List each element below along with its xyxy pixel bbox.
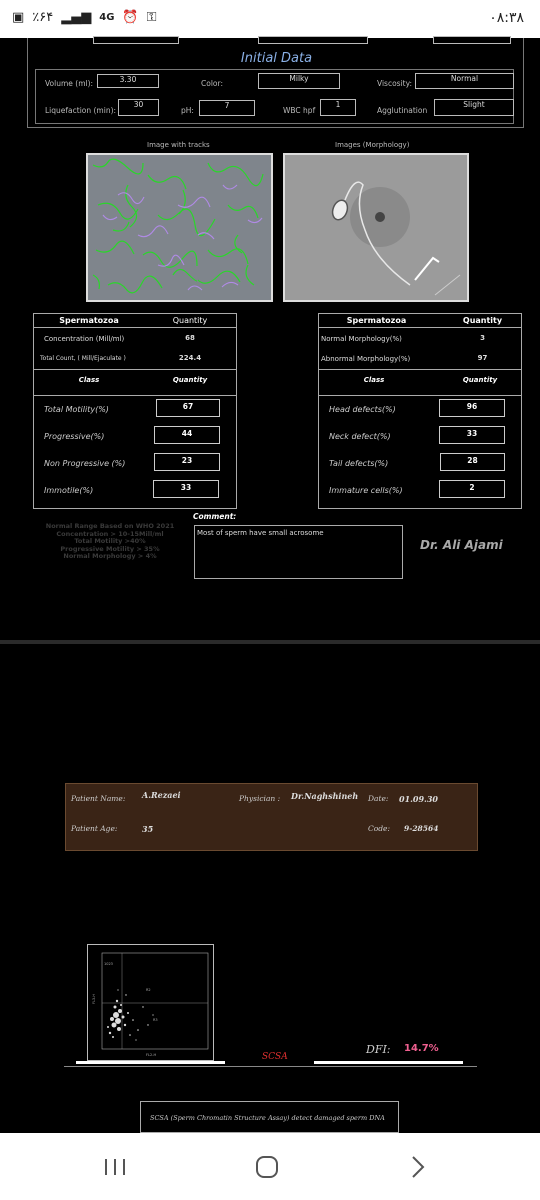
key-icon: ⚿ — [146, 10, 157, 25]
volume-value: 3.30 — [97, 74, 159, 88]
concentration-value: 68 — [185, 334, 195, 342]
concentration-label: Concentration (Mill/ml) — [44, 335, 125, 343]
head-defects-value: 96 — [439, 399, 505, 417]
immature-cells-label: Immature cells(%) — [329, 486, 403, 495]
image-icon: ▣ — [12, 10, 25, 25]
clock: ۰۸:۳۸ — [489, 10, 524, 26]
status-bar — [0, 0, 540, 38]
ph-label: pH: — [181, 106, 194, 115]
svg-text:1023: 1023 — [104, 962, 113, 966]
wbc-label: WBC hpf — [283, 106, 316, 115]
ph-value: 7 — [199, 100, 255, 116]
morph-caption: Images (Morphology) — [335, 141, 410, 149]
color-label: Color: — [201, 79, 223, 88]
scsa-label: SCSA — [262, 1052, 288, 1062]
liquefaction-label: Liquefaction (min): — [45, 106, 117, 115]
total-motility-value: 67 — [156, 399, 220, 417]
immature-cells-value: 2 — [439, 480, 505, 498]
who-line: Normal Range Based on WHO 2021 — [45, 522, 175, 530]
morphology-image — [283, 153, 469, 302]
volume-label: Volume (ml): — [45, 79, 94, 88]
battery-level: ٪۶۴ — [32, 10, 54, 25]
patient-name: A.Rezaei — [142, 790, 181, 800]
agglutination-label: Agglutination — [377, 106, 428, 115]
scsa-baseline — [64, 1066, 477, 1067]
normal-morph-value: 3 — [480, 334, 485, 342]
initial-data-title: Initial Data — [240, 51, 313, 66]
chevron-right-icon — [405, 1155, 429, 1179]
patient-name-label: Patient Name: — [71, 794, 126, 803]
total-motility-label: Total Motility(%) — [44, 405, 109, 414]
spermatozoa-header: Spermatozoa — [59, 316, 119, 325]
comment-label: Comment: — [193, 512, 237, 521]
class-header-row — [34, 369, 236, 396]
progressive-label: Progressive(%) — [44, 432, 105, 441]
patient-age: 35 — [142, 824, 154, 834]
comment-box — [194, 525, 403, 579]
initial-fields — [35, 69, 514, 124]
dfi-label: DFI: — [366, 1043, 391, 1056]
code-value: 9-28564 — [404, 824, 439, 833]
who-line: Progressive Motility > 35% — [60, 544, 160, 553]
initial-data-panel — [27, 38, 524, 128]
tail-defects-value: 28 — [440, 453, 505, 471]
quantity-header: Quantity — [172, 316, 208, 325]
abnormal-morph-value: 97 — [477, 354, 488, 362]
cropped-field — [433, 36, 511, 44]
qty-header: Quantity — [462, 376, 498, 384]
scsa-bar-left — [76, 1061, 225, 1064]
recent-apps-icon — [100, 1157, 130, 1177]
network-type: 4G — [99, 12, 115, 23]
scsa-plot — [87, 944, 214, 1061]
head-defects-label: Head defects(%) — [329, 405, 396, 414]
patient-panel — [65, 783, 478, 851]
cropped-field — [258, 36, 368, 44]
color-value: Milky — [258, 73, 340, 89]
page-divider — [0, 640, 540, 644]
who-line: Total Motility >40% — [74, 537, 146, 545]
who-line: Concentration > 10-15Mill/ml — [56, 529, 164, 538]
home-icon — [254, 1155, 280, 1179]
plot-y-label: FL3-H — [92, 993, 97, 1005]
motility-header-row — [34, 314, 236, 328]
quantity-header: Quantity — [462, 316, 503, 325]
doctor-name: Dr. Ali Ajami — [420, 538, 503, 552]
recent-apps-button[interactable] — [100, 1157, 130, 1177]
navigation-bar — [0, 1133, 540, 1200]
non-progressive-label: Non Progressive (%) — [44, 459, 126, 468]
scsa-bar-right — [314, 1061, 463, 1064]
comment-text: Most of sperm have small acrosome — [197, 529, 324, 537]
total-count-label: Total Count, ( Mill/Ejaculate ) — [40, 355, 126, 362]
plot-x-label: FL2-H — [146, 1053, 157, 1057]
who-reference — [30, 523, 190, 561]
code-label: Code: — [368, 824, 391, 833]
physician-name: Dr.Naghshineh — [291, 791, 359, 801]
class-header: Class — [363, 376, 385, 384]
date-label: Date: — [368, 794, 389, 803]
morphology-table — [318, 313, 522, 509]
immotile-value: 33 — [153, 480, 219, 498]
class-header: Class — [78, 376, 100, 384]
total-count-value: 224.4 — [178, 354, 202, 362]
scsa-description-text: SCSA (Sperm Chromatin Structure Assay) detect damaged sperm DNA — [150, 1114, 385, 1122]
scsa-description — [140, 1101, 399, 1133]
alarm-icon: ⏰ — [122, 10, 139, 25]
liquefaction-value: 30 — [118, 99, 159, 116]
svg-text:R3: R3 — [153, 1018, 158, 1022]
neck-defect-value: 33 — [439, 426, 505, 444]
home-button[interactable] — [254, 1155, 280, 1179]
svg-text:R2: R2 — [146, 988, 151, 992]
viscosity-label: Viscosity: — [377, 79, 413, 88]
class-header-row — [319, 369, 521, 396]
morph-header-row — [319, 314, 521, 328]
dfi-value: 14.7% — [404, 1043, 439, 1054]
normal-morph-label: Normal Morphology(%) — [321, 335, 402, 343]
viscosity-value: Normal — [415, 73, 514, 89]
patient-age-label: Patient Age: — [71, 824, 118, 833]
tracks-image — [86, 153, 273, 302]
back-button[interactable] — [405, 1155, 429, 1179]
motility-table — [33, 313, 237, 509]
abnormal-morph-label: Abnormal Morphology(%) — [321, 355, 411, 363]
physician-label: Physician : — [239, 794, 281, 803]
agglutination-value: Slight — [434, 99, 514, 116]
spermatozoa-header: Spermatozoa — [346, 316, 407, 325]
qty-header: Quantity — [172, 376, 208, 384]
progressive-value: 44 — [154, 426, 220, 444]
tail-defects-label: Tail defects(%) — [329, 459, 389, 468]
who-line: Normal Morphology > 4% — [63, 552, 157, 560]
neck-defect-label: Neck defect(%) — [329, 432, 391, 441]
date-value: 01.09.30 — [399, 794, 438, 804]
non-progressive-value: 23 — [154, 453, 220, 471]
immotile-label: Immotile(%) — [44, 486, 94, 495]
tracks-caption: Image with tracks — [147, 141, 210, 149]
signal-icon: ▂▄▆ — [61, 10, 92, 25]
wbc-value: 1 — [320, 99, 356, 116]
cropped-field — [93, 36, 179, 44]
